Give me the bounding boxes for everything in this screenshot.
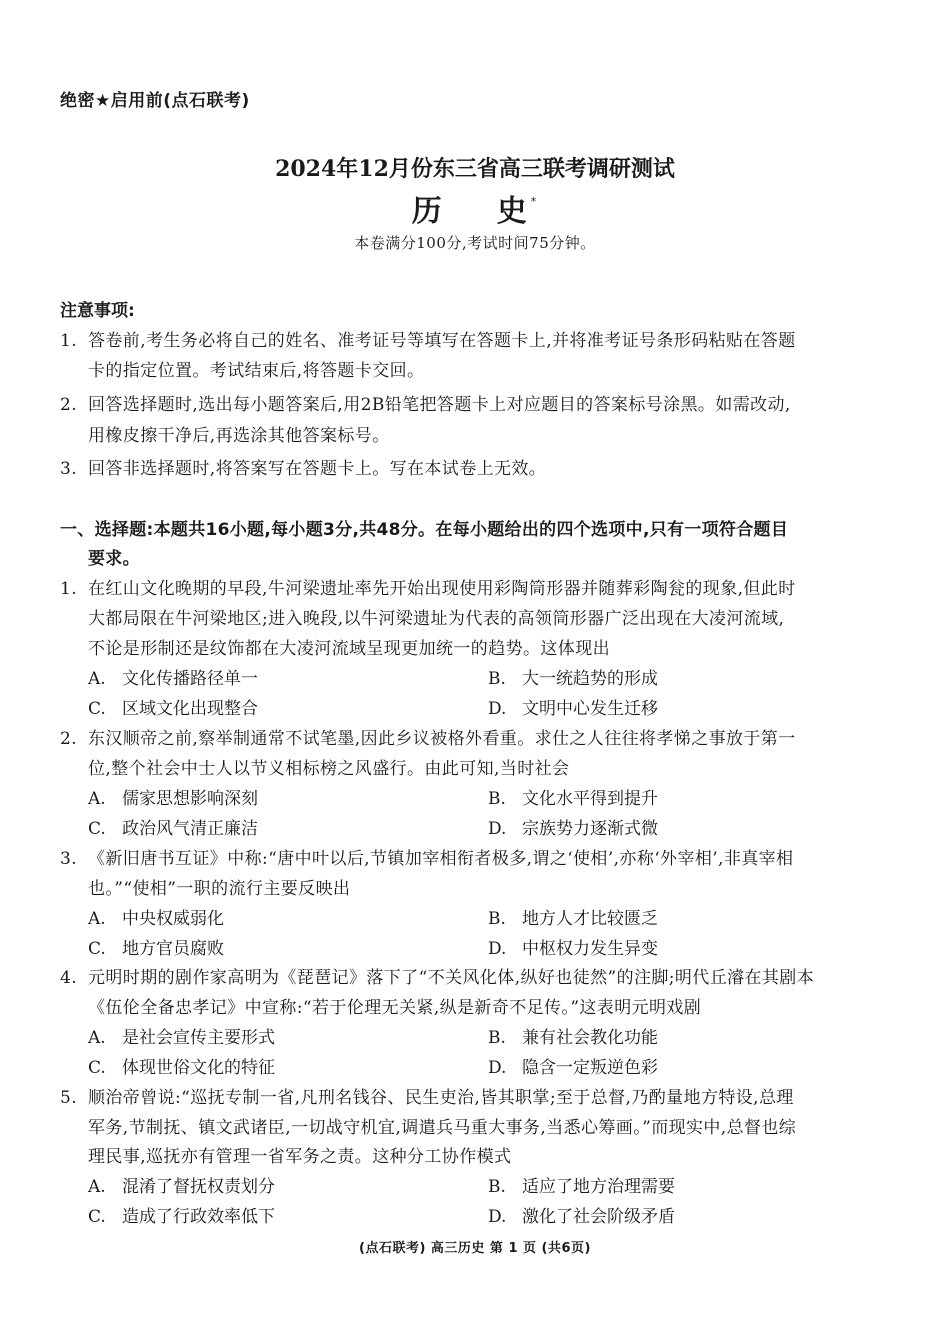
option-5a[interactable]: A. 混淆了督抚权责划分	[88, 1177, 275, 1197]
subject-char-2: 史	[496, 194, 529, 229]
question-3	[60, 844, 793, 869]
question-text-line: 理民事,巡抚亦有管理一省军务之责。这种分工协作模式	[88, 1147, 512, 1167]
option-2d[interactable]: D. 宗族势力逐渐式微	[488, 819, 658, 839]
option-2a[interactable]: A. 儒家思想影响深刻	[88, 789, 258, 809]
option-3b[interactable]: B. 地方人才比较匮乏	[488, 909, 658, 929]
option-2c[interactable]: C. 政治风气清正廉洁	[88, 819, 258, 839]
notice-item-1-cont: 卡的指定位置。考试结束后,将答题卡交回。	[88, 361, 425, 381]
option-4d[interactable]: D. 隐含一定叛逆色彩	[488, 1058, 658, 1078]
subject-mark: *	[530, 195, 539, 208]
option-1a[interactable]: A. 文化传播路径单一	[88, 669, 258, 689]
notice-text: 回答非选择题时,将答案写在答题卡上。写在本试卷上无效。	[88, 459, 547, 479]
notice-item-3	[60, 454, 546, 479]
confidential-label: 绝密★启用前(点石联考)	[60, 91, 250, 111]
question-text: 在红山文化晚期的早段,牛河梁遗址率先开始出现使用彩陶筒形器并随葬彩陶瓮的现象,但此时	[88, 579, 796, 599]
question-number: 3.	[60, 849, 78, 869]
notice-heading: 注意事项:	[60, 301, 135, 321]
notice-text: 回答选择题时,选出每小题答案后,用2B铅笔把答题卡上对应题目的答案标号涂黑。如需改动,	[88, 395, 791, 415]
subject-char-1: 历	[411, 194, 444, 229]
subject-title	[0, 186, 950, 230]
option-1c[interactable]: C. 区域文化出现整合	[88, 699, 258, 719]
option-3d[interactable]: D. 中枢权力发生异变	[488, 939, 658, 959]
score-time-line: 本卷满分100分,考试时间75分钟。	[354, 234, 596, 252]
question-number: 1.	[60, 579, 78, 599]
option-4c[interactable]: C. 体现世俗文化的特征	[88, 1058, 275, 1078]
question-text: 顺治帝曾说:“巡抚专制一省,凡刑名钱谷、民生吏治,皆其职掌;至于总督,乃酌量地方特设,总理	[88, 1088, 794, 1108]
option-5c[interactable]: C. 造成了行政效率低下	[88, 1207, 275, 1227]
question-4	[60, 963, 814, 988]
question-text-line: 也。”“使相”一职的流行主要反映出	[88, 879, 351, 899]
question-text-line: 军务,节制抚、镇文武诸臣,一切战守机宜,调遣兵马重大事务,当悉心筹画。”而现实中,总督也综	[88, 1118, 797, 1138]
question-text-line: 不论是形制还是纹饰都在大凌河流域呈现更加统一的趋势。这体现出	[88, 639, 610, 659]
question-number: 4.	[60, 968, 78, 988]
notice-item-2	[60, 390, 791, 415]
question-5	[60, 1083, 794, 1108]
option-4a[interactable]: A. 是社会宣传主要形式	[88, 1028, 275, 1048]
question-number: 2.	[60, 729, 78, 749]
notice-number: 2.	[60, 395, 78, 415]
notice-number: 1.	[60, 331, 78, 351]
notice-number: 3.	[60, 459, 78, 479]
option-2b[interactable]: B. 文化水平得到提升	[488, 789, 658, 809]
section-heading: 一、选择题:本题共16小题,每小题3分,共48分。在每小题给出的四个选项中,只有一项符合题目	[60, 520, 789, 540]
question-text: 元明时期的剧作家高明为《琵琶记》落下了“不关风化体,纵好也徒然”的注脚;明代丘濬在其剧本	[88, 968, 815, 988]
section-heading-cont: 要求。	[88, 549, 140, 569]
question-text: 东汉顺帝之前,察举制通常不试笔墨,因此乡议被格外看重。求仕之人往往将孝悌之事放于第一	[88, 729, 796, 749]
exam-title: 2024年12月份东三省高三联考调研测试	[275, 156, 675, 182]
option-3a[interactable]: A. 中央权威弱化	[88, 909, 224, 929]
question-text-line: 《伍伦全备忠孝记》中宣称:“若于伦理无关紧,纵是新奇不足传。”这表明元明戏剧	[88, 998, 702, 1018]
question-2	[60, 724, 796, 749]
question-1	[60, 574, 796, 599]
question-text-line: 位,整个社会中士人以节义相标榜之风盛行。由此可知,当时社会	[88, 759, 570, 779]
option-1b[interactable]: B. 大一统趋势的形成	[488, 669, 658, 689]
question-text: 《新旧唐书互证》中称:“唐中叶以后,节镇加宰相衔者极多,谓之‘使相’,亦称‘外宰相’,非真宰相	[88, 849, 794, 869]
page-footer: (点石联考) 高三历史 第 1 页 (共6页)	[359, 1241, 591, 1256]
option-3c[interactable]: C. 地方官员腐败	[88, 939, 224, 959]
option-1d[interactable]: D. 文明中心发生迁移	[488, 699, 658, 719]
question-number: 5.	[60, 1088, 78, 1108]
notice-text: 答卷前,考生务必将自己的姓名、准考证号等填写在答题卡上,并将准考证号条形码粘贴在答题	[88, 331, 796, 351]
option-4b[interactable]: B. 兼有社会教化功能	[488, 1028, 658, 1048]
notice-item-1	[60, 326, 796, 351]
notice-item-2-cont: 用橡皮擦干净后,再选涂其他答案标号。	[88, 426, 390, 446]
option-5d[interactable]: D. 激化了社会阶级矛盾	[488, 1207, 675, 1227]
option-5b[interactable]: B. 适应了地方治理需要	[488, 1177, 675, 1197]
question-text-line: 大都局限在牛河梁地区;进入晚段,以牛河梁遗址为代表的高领筒形器广泛出现在大凌河流域,	[88, 609, 785, 629]
